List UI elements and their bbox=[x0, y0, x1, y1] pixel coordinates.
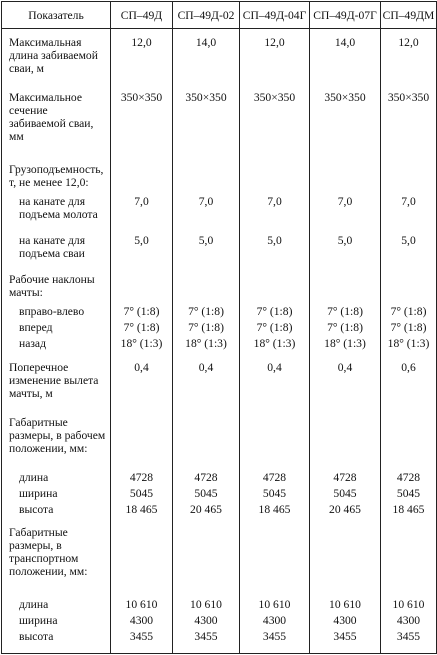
row-label: Рабочие наклоны мачты: bbox=[2, 273, 111, 305]
cell-value bbox=[310, 526, 381, 590]
cell-value bbox=[173, 273, 240, 305]
cell-value: 3455 bbox=[173, 630, 240, 646]
cell-value: 7° (1:8) bbox=[310, 321, 381, 337]
cell-value: 4728 bbox=[381, 471, 437, 487]
cell-value: 0,4 bbox=[173, 361, 240, 409]
cell-value bbox=[111, 163, 173, 195]
cell-value: 3455 bbox=[381, 630, 437, 646]
cell-value: 0,6 bbox=[381, 361, 437, 409]
table-row bbox=[2, 321, 437, 337]
cell-value: 350×350 bbox=[310, 91, 381, 155]
cell-value: 4300 bbox=[310, 614, 381, 630]
cell-value bbox=[310, 273, 381, 305]
table-row bbox=[2, 337, 437, 353]
cell-value: 12,0 bbox=[240, 36, 310, 84]
row-label: Габаритные размеры, в рабочем положении, мм: bbox=[2, 416, 111, 464]
table-row bbox=[2, 526, 437, 590]
cell-value: 18 465 bbox=[381, 503, 437, 519]
row-label: Поперечное изменение вылета мачты, м bbox=[2, 361, 111, 409]
row-label: на канате для подъема сваи bbox=[2, 234, 111, 266]
header-row bbox=[2, 2, 437, 29]
cell-value: 12,0 bbox=[381, 36, 437, 84]
cell-value bbox=[381, 526, 437, 590]
cell-value: 350×350 bbox=[111, 91, 173, 155]
cell-value: 5,0 bbox=[111, 234, 173, 266]
cell-value: 4300 bbox=[381, 614, 437, 630]
cell-value: 7° (1:8) bbox=[381, 321, 437, 337]
cell-value: 10 610 bbox=[381, 598, 437, 614]
row-label: высота bbox=[2, 503, 111, 519]
cell-value: 7° (1:8) bbox=[240, 321, 310, 337]
cell-value: 5045 bbox=[310, 487, 381, 503]
cell-value: 3455 bbox=[111, 630, 173, 646]
cell-value: 7° (1:8) bbox=[381, 305, 437, 321]
cell-value: 4728 bbox=[111, 471, 173, 487]
cell-value: 0,4 bbox=[310, 361, 381, 409]
table-body bbox=[2, 29, 437, 654]
cell-value bbox=[173, 163, 240, 195]
cell-value bbox=[111, 273, 173, 305]
cell-value: 5,0 bbox=[310, 234, 381, 266]
cell-value: 18° (1:3) bbox=[240, 337, 310, 353]
cell-value: 12,0 bbox=[111, 36, 173, 84]
cell-value bbox=[381, 416, 437, 464]
header-sp49dm: СП–49ДМ bbox=[381, 2, 437, 29]
table-row bbox=[2, 163, 437, 195]
cell-value: 7° (1:8) bbox=[173, 305, 240, 321]
row-label: на канате для подъема молота bbox=[2, 195, 111, 227]
cell-value: 4728 bbox=[173, 471, 240, 487]
row-label: ширина bbox=[2, 614, 111, 630]
cell-value: 350×350 bbox=[381, 91, 437, 155]
row-label: высота bbox=[2, 630, 111, 646]
cell-value: 18° (1:3) bbox=[381, 337, 437, 353]
row-label: длина bbox=[2, 598, 111, 614]
cell-value: 10 610 bbox=[173, 598, 240, 614]
cell-value: 5045 bbox=[381, 487, 437, 503]
spec-table bbox=[1, 1, 437, 654]
table-row bbox=[2, 487, 437, 503]
cell-value bbox=[381, 163, 437, 195]
cell-value: 5,0 bbox=[381, 234, 437, 266]
table-row bbox=[2, 503, 437, 519]
table-row bbox=[2, 91, 437, 155]
cell-value: 3455 bbox=[240, 630, 310, 646]
cell-value: 10 610 bbox=[111, 598, 173, 614]
cell-value: 4300 bbox=[111, 614, 173, 630]
table-row bbox=[2, 361, 437, 409]
cell-value: 14,0 bbox=[310, 36, 381, 84]
row-label: длина bbox=[2, 471, 111, 487]
cell-value: 18° (1:3) bbox=[111, 337, 173, 353]
cell-value: 10 610 bbox=[310, 598, 381, 614]
header-parameter: Показатель bbox=[2, 2, 111, 29]
cell-value: 7° (1:8) bbox=[111, 305, 173, 321]
cell-value bbox=[240, 526, 310, 590]
cell-value bbox=[310, 416, 381, 464]
cell-value: 350×350 bbox=[173, 91, 240, 155]
cell-value: 5,0 bbox=[240, 234, 310, 266]
row-label: вправо-влево bbox=[2, 305, 111, 321]
table-row bbox=[2, 195, 437, 227]
row-label: вперед bbox=[2, 321, 111, 337]
header-sp49d-07g: СП–49Д-07Г bbox=[310, 2, 381, 29]
table-row bbox=[2, 598, 437, 614]
cell-value: 10 610 bbox=[240, 598, 310, 614]
cell-value: 5045 bbox=[173, 487, 240, 503]
cell-value bbox=[310, 163, 381, 195]
cell-value: 4300 bbox=[240, 614, 310, 630]
cell-value: 4728 bbox=[310, 471, 381, 487]
table-row bbox=[2, 36, 437, 84]
table-row bbox=[2, 630, 437, 646]
cell-value: 5,0 bbox=[173, 234, 240, 266]
header-sp49d-02: СП–49Д-02 bbox=[173, 2, 240, 29]
cell-value: 0,4 bbox=[111, 361, 173, 409]
table-row bbox=[2, 471, 437, 487]
cell-value: 14,0 bbox=[173, 36, 240, 84]
cell-value bbox=[240, 416, 310, 464]
cell-value bbox=[381, 273, 437, 305]
row-label: ширина bbox=[2, 487, 111, 503]
row-label: назад bbox=[2, 337, 111, 353]
table-row bbox=[2, 614, 437, 630]
cell-value bbox=[111, 416, 173, 464]
cell-value: 7° (1:8) bbox=[173, 321, 240, 337]
cell-value: 20 465 bbox=[173, 503, 240, 519]
table-row bbox=[2, 305, 437, 321]
cell-value: 3455 bbox=[310, 630, 381, 646]
cell-value: 7,0 bbox=[173, 195, 240, 227]
cell-value: 0,4 bbox=[240, 361, 310, 409]
cell-value: 7,0 bbox=[381, 195, 437, 227]
row-label: Габаритные размеры, в транспортном положении, мм: bbox=[2, 526, 111, 590]
cell-value: 5045 bbox=[111, 487, 173, 503]
header-sp49d-04g: СП–49Д-04Г bbox=[240, 2, 310, 29]
cell-value bbox=[240, 273, 310, 305]
cell-value: 20 465 bbox=[310, 503, 381, 519]
cell-value: 18 465 bbox=[111, 503, 173, 519]
table-row bbox=[2, 234, 437, 266]
cell-value: 4728 bbox=[240, 471, 310, 487]
row-label: Грузоподъемность, т, не менее 12,0: bbox=[2, 163, 111, 195]
cell-value: 18 465 bbox=[240, 503, 310, 519]
row-label: Максимальная длина забиваемой сваи, м bbox=[2, 36, 111, 84]
cell-value: 7,0 bbox=[310, 195, 381, 227]
cell-value: 5045 bbox=[240, 487, 310, 503]
cell-value: 350×350 bbox=[240, 91, 310, 155]
cell-value: 4300 bbox=[173, 614, 240, 630]
cell-value bbox=[240, 163, 310, 195]
cell-value bbox=[173, 416, 240, 464]
cell-value: 18° (1:3) bbox=[173, 337, 240, 353]
cell-value: 18° (1:3) bbox=[310, 337, 381, 353]
cell-value bbox=[111, 526, 173, 590]
cell-value: 7,0 bbox=[240, 195, 310, 227]
table-row bbox=[2, 416, 437, 464]
cell-value: 7° (1:8) bbox=[310, 305, 381, 321]
cell-value: 7° (1:8) bbox=[111, 321, 173, 337]
cell-value bbox=[173, 526, 240, 590]
table-row bbox=[2, 273, 437, 305]
header-sp49d: СП–49Д bbox=[111, 2, 173, 29]
cell-value: 7° (1:8) bbox=[240, 305, 310, 321]
row-label: Максимальное сечение забиваемой сваи, мм bbox=[2, 91, 111, 155]
cell-value: 7,0 bbox=[111, 195, 173, 227]
